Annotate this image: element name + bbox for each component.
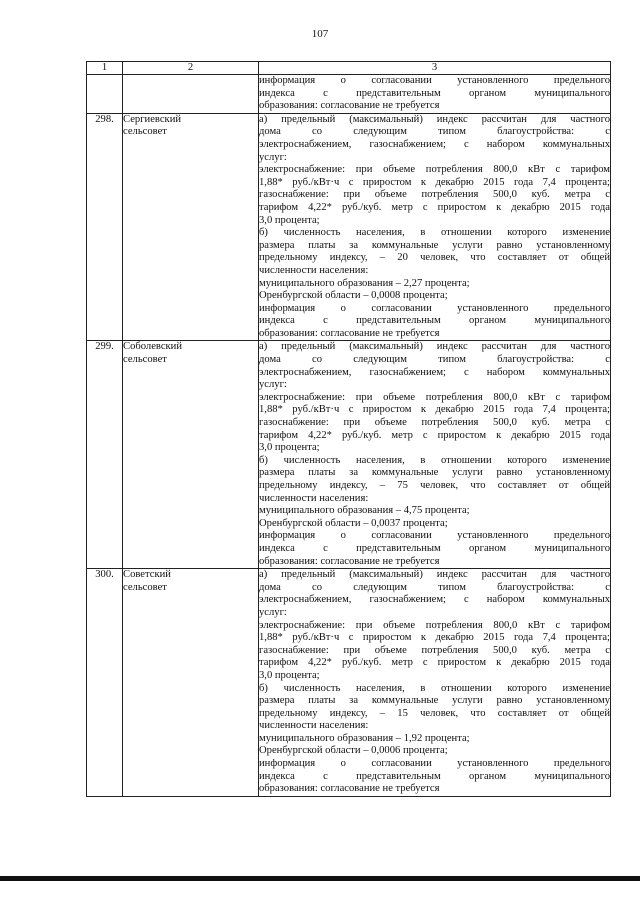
description-line: Оренбургской области – 0,0006 процента; bbox=[259, 745, 448, 757]
description-line: тарифом 4,22* руб./куб. метр с приростом к декабрю 2015 года bbox=[259, 657, 610, 669]
description-line: образования: согласование не требуется bbox=[259, 327, 440, 339]
description-line: б) численность населения, в отношении которого изменение bbox=[259, 227, 610, 239]
settlement-name bbox=[123, 113, 259, 341]
description-line: газоснабжение: при объеме потребления 500,0 куб. метра с bbox=[259, 644, 610, 656]
table-row bbox=[87, 569, 611, 797]
settlement-name bbox=[123, 75, 259, 114]
description-line: предельному индексу, – 15 человек, что составляет от общей bbox=[259, 707, 610, 719]
description-line: Оренбургской области – 0,0008 процента; bbox=[259, 290, 448, 302]
row-number: 300. bbox=[87, 569, 123, 797]
description-line: электроснабжение: при объеме потребления 800,0 кВт с тарифом bbox=[259, 164, 610, 176]
description-line: образования: согласование не требуется bbox=[259, 555, 440, 567]
settlement-name-line: Сергиевский bbox=[123, 113, 182, 125]
row-number: 298. bbox=[87, 113, 123, 341]
description-line: электроснабжение: при объеме потребления 800,0 кВт с тарифом bbox=[259, 391, 610, 403]
description-cell bbox=[259, 569, 611, 797]
description-cell bbox=[259, 113, 611, 341]
description-line: газоснабжение: при объеме потребления 500,0 куб. метра с bbox=[259, 189, 610, 201]
description-line: образования: согласование не требуется bbox=[259, 783, 440, 795]
description-line: Оренбургской области – 0,0037 процента; bbox=[259, 517, 448, 529]
description-line: индекса с представительным органом муниципального bbox=[259, 542, 610, 554]
description-line: а) предельный (максимальный) индекс рассчитан для частного bbox=[259, 341, 610, 353]
description-line: муниципального образования – 4,75 процента; bbox=[259, 505, 470, 517]
table-row bbox=[87, 113, 611, 341]
description-line: электроснабжением, газоснабжением; с набором коммунальных bbox=[259, 594, 610, 606]
column-header-name: 2 bbox=[123, 62, 259, 75]
description-line: тарифом 4,22* руб./куб. метр с приростом к декабрю 2015 года bbox=[259, 429, 610, 441]
description-line: предельному индексу, – 75 человек, что составляет от общей bbox=[259, 480, 610, 491]
settlement-name bbox=[123, 341, 259, 569]
description-line: а) предельный (максимальный) индекс рассчитан для частного bbox=[259, 569, 610, 581]
table-header-row bbox=[87, 62, 611, 75]
description-line: б) численность населения, в отношении которого изменение bbox=[259, 454, 610, 466]
description-line: дома со следующим типом благоустройства: с bbox=[259, 581, 610, 593]
description-line: численности населения: bbox=[259, 492, 369, 504]
description-line: индекса с представительным органом муниципального bbox=[259, 87, 610, 99]
description-line: информация о согласовании установленного предельного bbox=[259, 758, 610, 770]
settlement-name-line: сельсовет bbox=[123, 126, 167, 138]
description-line: муниципального образования – 1,92 процента; bbox=[259, 732, 470, 744]
description-line: муниципального образования – 2,27 процента; bbox=[259, 277, 470, 289]
table-row bbox=[87, 341, 611, 569]
description-line: размера платы за коммунальные услуги равно установленному bbox=[259, 467, 610, 479]
description-line: индекса с представительным органом муниципального bbox=[259, 770, 610, 782]
description-line: услуг: bbox=[259, 606, 287, 618]
description-line: газоснабжение: при объеме потребления 500,0 куб. метра с bbox=[259, 417, 610, 429]
description-line: численности населения: bbox=[259, 720, 369, 732]
column-header-description: 3 bbox=[259, 62, 611, 75]
description-line: размера платы за коммунальные услуги равно установленному bbox=[259, 239, 610, 251]
settlement-name-line: Советский bbox=[123, 569, 171, 581]
description-line: 3,0 процента; bbox=[259, 214, 320, 226]
settlement-name-line: Соболевский bbox=[123, 341, 183, 353]
settlement-name bbox=[123, 569, 259, 797]
column-header-number: 1 bbox=[87, 62, 123, 75]
description-line: электроснабжением, газоснабжением; с набором коммунальных bbox=[259, 138, 610, 150]
settlement-name-line: сельсовет bbox=[123, 581, 167, 593]
description-line: дома со следующим типом благоустройства: с bbox=[259, 354, 610, 366]
description-line: предельному индексу, – 20 человек, что составляет от общей bbox=[259, 252, 610, 264]
description-line: 3,0 процента; bbox=[259, 442, 320, 454]
description-line: 1,88* руб./кВт·ч с приростом к декабрю 2015 года 7,4 процента; bbox=[259, 632, 610, 644]
page-number: 107 bbox=[311, 28, 329, 40]
description-line: информация о согласовании установленного предельного bbox=[259, 530, 610, 542]
settlement-name-line: сельсовет bbox=[123, 354, 167, 366]
scan-edge-bar bbox=[0, 876, 640, 881]
description-line: образования: согласование не требуется bbox=[259, 100, 440, 112]
description-line: информация о согласовании установленного предельного bbox=[259, 75, 610, 86]
description-line: тарифом 4,22* руб./куб. метр с приростом к декабрю 2015 года bbox=[259, 201, 610, 213]
description-line: размера платы за коммунальные услуги равно установленному bbox=[259, 695, 610, 707]
description-line: 1,88* руб./кВт·ч с приростом к декабрю 2015 года 7,4 процента; bbox=[259, 404, 610, 416]
description-line: информация о согласовании установленного предельного bbox=[259, 302, 610, 314]
description-line: б) численность населения, в отношении которого изменение bbox=[259, 682, 610, 694]
description-line: электроснабжением, газоснабжением; с набором коммунальных bbox=[259, 366, 610, 378]
description-line: численности населения: bbox=[259, 264, 369, 276]
description-line: электроснабжение: при объеме потребления 800,0 кВт с тарифом bbox=[259, 619, 610, 631]
description-line: индекса с представительным органом муниципального bbox=[259, 315, 610, 327]
description-line: услуг: bbox=[259, 379, 287, 391]
description-line: 3,0 процента; bbox=[259, 669, 320, 681]
description-cell bbox=[259, 75, 611, 114]
description-line: а) предельный (максимальный) индекс рассчитан для частного bbox=[259, 113, 610, 125]
table-body bbox=[87, 75, 611, 797]
description-cell bbox=[259, 341, 611, 569]
row-number: 299. bbox=[87, 341, 123, 569]
table-row bbox=[87, 75, 611, 114]
data-table bbox=[86, 61, 611, 797]
row-number bbox=[87, 75, 123, 114]
description-line: дома со следующим типом благоустройства: с bbox=[259, 126, 610, 138]
description-line: услуг: bbox=[259, 151, 287, 163]
description-line: 1,88* руб./кВт·ч с приростом к декабрю 2015 года 7,4 процента; bbox=[259, 176, 610, 188]
